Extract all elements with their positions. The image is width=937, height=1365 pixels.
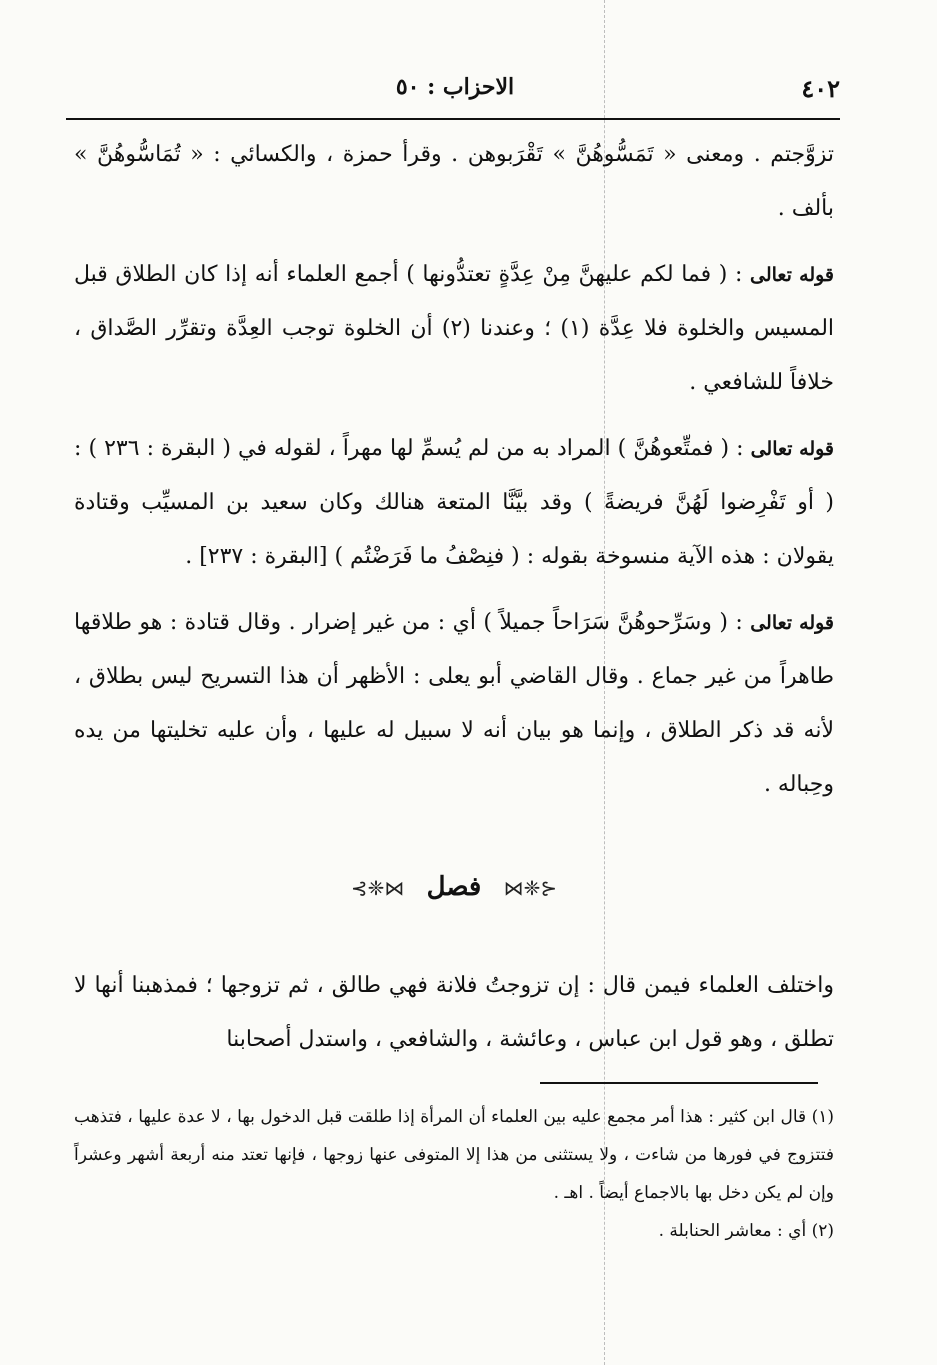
footnotes	[74, 1098, 834, 1250]
paragraph	[74, 959, 834, 1067]
page-number: ٤٠٢	[801, 74, 840, 103]
ornament-right-icon: ⊰❈⋈	[503, 876, 558, 900]
paragraph	[74, 422, 834, 584]
paragraph	[74, 596, 834, 812]
paragraph-text: : ( وسَرِّحوهُنَّ سَرَاحاً جميلاً ) أي : من غير إضرار . وقال قتادة : هو طلاقها طاهراً من غير جماع . وقال القاضي أبو يعلى : الأظهر أن هذا التسريح ليس بطلاق ، لأنه قد ذكر الطلاق ، وإنما هو بيان أنه لا سبيل له عليها ، وأن عليه تخليتها من يده وحِباله .	[74, 610, 834, 797]
section-label: فصل	[426, 872, 482, 902]
paragraph	[74, 128, 834, 236]
header-rule	[66, 118, 840, 120]
running-title: الاحزاب : ٥٠	[395, 74, 515, 100]
verse-lead: قوله تعالى	[750, 612, 835, 634]
ornament-left-icon: ⋈❈⊱	[350, 876, 405, 900]
footnote: (٢) أي : معاشر الحنابلة .	[658, 1221, 834, 1241]
paragraph-text: : ( فما لكم عليهنَّ مِنْ عِدَّةٍ تعتدُّونها ) أجمع العلماء أنه إذا كان الطلاق قبل المسيس والخلوة فلا عِدَّة (١) ؛ وعندنا (٢) أن الخلوة توجب العِدَّة وتقرِّر الصَّداق ، خلافاً للشافعي .	[74, 262, 835, 395]
footnote-rule	[540, 1082, 818, 1084]
paragraph-text: واختلف العلماء فيمن قال : إن تزوجتُ فلانة فهي طالق ، ثم تزوجها ؛ فمذهبنا أنها لا تطلق ، وهو قول ابن عباس ، وعائشة ، والشافعي ، واستدل أصحابنا	[74, 973, 834, 1052]
verse-lead: قوله تعالى	[750, 264, 835, 286]
main-text	[74, 128, 834, 1067]
paragraph	[74, 248, 834, 410]
footnote: (١) قال ابن كثير : هذا أمر مجمع عليه بين العلماء أن المرأة إذا طلقت قبل الدخول بها ، لا عدة عليها ، فتذهب فتتزوج في فورها من شاءت ، ولا يستثنى من هذا إلا المتوفى عنها زوجها ، فإنها تعتد منه أربعة أشهر وعشراً وإن لم يكن دخل بها بالاجماع أيضاً . اهـ .	[74, 1107, 834, 1203]
section-heading	[74, 860, 834, 915]
page-header	[70, 72, 840, 106]
paragraph-text: تزوَّجتم . ومعنى « تَمَسُّوهُنَّ » تَقْرَبوهن . وقرأ حمزة ، والكسائي : « تُمَاسُّوهُنَّ » بألف .	[74, 142, 834, 221]
verse-lead: قوله تعالى	[750, 438, 835, 460]
paragraph-text: : ( فمتِّعوهُنَّ ) المراد به من لم يُسمِّ لها مهراً ، لقوله في ( البقرة : ٢٣٦ ) : ( أو تَفْرِضوا لَهُنَّ فريضةً ) وقد بيَّنَّا المتعة هنالك وكان سعيد بن المسيِّب وقتادة يقولان : هذه الآية منسوخة بقوله : ( فنِصْفُ ما فَرَضْتُم ) [البقرة : ٢٣٧] .	[74, 436, 834, 569]
